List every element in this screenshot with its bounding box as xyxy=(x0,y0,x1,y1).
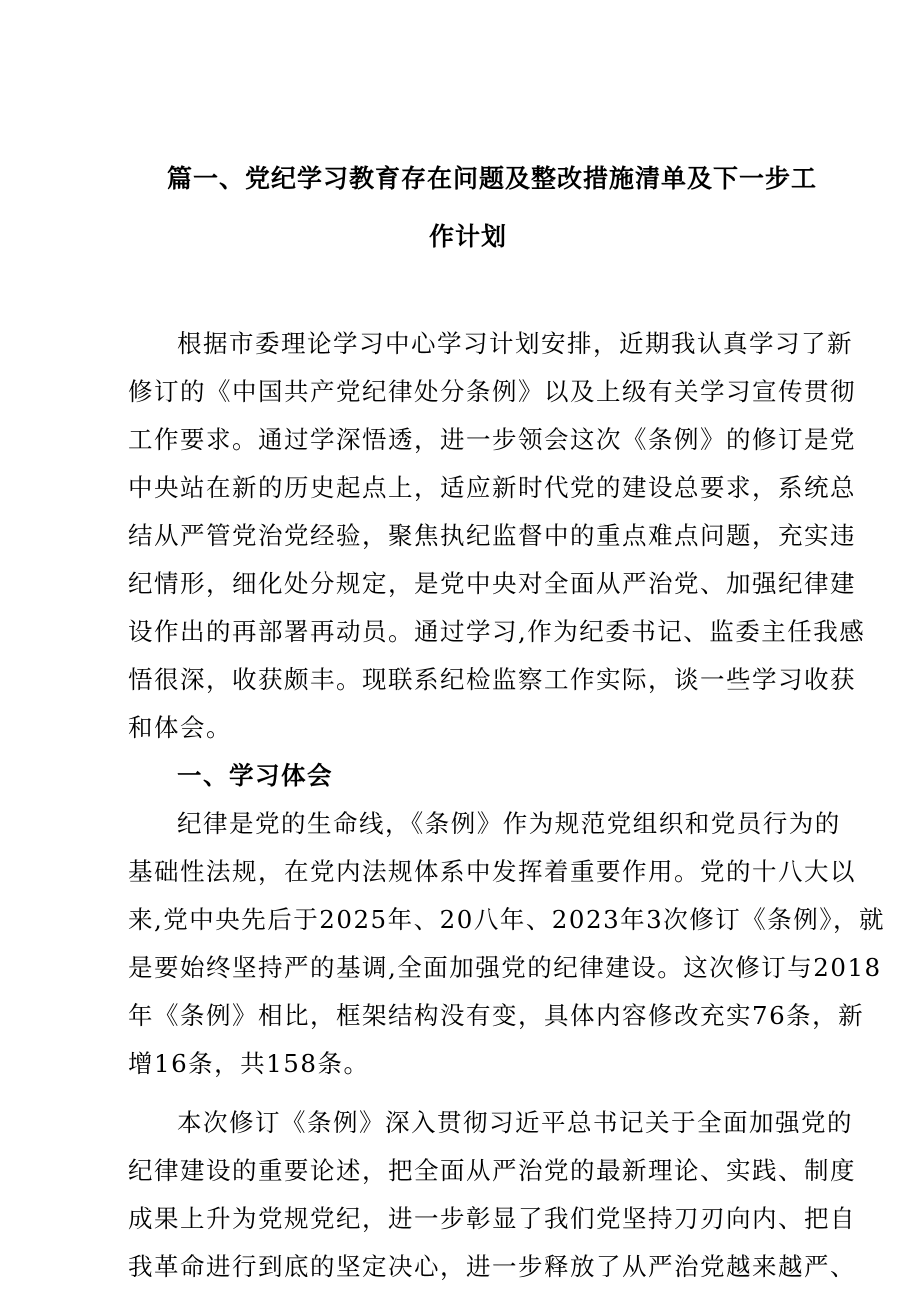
paragraph-1-line-3: 工作要求。通过学深悟透，进一步领会这次《条例》的修订是党 xyxy=(128,425,856,454)
paragraph-2-line-5: 年《条例》相比，框架结构没有变，具体内容修改充实76条，新 xyxy=(128,1001,865,1030)
paragraph-3-line-4: 我革命进行到底的坚定决心，进一步释放了从严治党越来越严、 xyxy=(128,1252,856,1281)
paragraph-1-line-5: 结从严管党治党经验，聚焦执纪监督中的重点难点问题，充实违 xyxy=(128,521,856,550)
paragraph-1-line-8: 悟很深，收获颇丰。现联系纪检监察工作实际，谈一些学习收获 xyxy=(128,665,856,694)
document-title-line-2: 作计划 xyxy=(429,222,508,251)
paragraph-2-line-6: 增16条，共158条。 xyxy=(128,1049,370,1078)
paragraph-1-line-9: 和体会。 xyxy=(128,713,232,742)
paragraph-2-line-1: 纪律是党的生命线，《条例》作为规范党组织和党员行为的 xyxy=(177,809,841,838)
paragraph-1-line-6: 纪情形，细化处分规定，是党中央对全面从严治党、加强纪律建 xyxy=(128,569,856,598)
paragraph-1-line-4: 中央站在新的历史起点上，适应新时代党的建设总要求，系统总 xyxy=(128,473,856,502)
paragraph-2-line-2: 基础性法规，在党内法规体系中发挥着重要作用。党的十八大以 xyxy=(128,857,856,886)
document-title-line-1: 篇一、党纪学习教育存在问题及整改措施清单及下一步工 xyxy=(167,164,818,193)
paragraph-1-line-1: 根据市委理论学习中心学习计划安排，近期我认真学习了新 xyxy=(177,329,853,358)
paragraph-3-line-1: 本次修订《条例》深入贯彻习近平总书记关于全面加强党的 xyxy=(177,1108,853,1137)
paragraph-2-line-4: 是要始终坚持严的基调,全面加强党的纪律建设。这次修订与2018 xyxy=(128,953,882,982)
paragraph-2-line-3: 来,党中央先后于2025年、20八年、2023年3次修订《条例》，就 xyxy=(128,905,885,934)
paragraph-3-line-2: 纪律建设的重要论述，把全面从严治党的最新理论、实践、制度 xyxy=(128,1156,856,1185)
section-heading: 一、学习体会 xyxy=(177,761,333,790)
paragraph-3-line-3: 成果上升为党规党纪，进一步彰显了我们党坚持刀刃向内、把自 xyxy=(128,1204,856,1233)
paragraph-1-line-2: 修订的《中国共产党纪律处分条例》以及上级有关学习宣传贯彻 xyxy=(128,377,856,406)
paragraph-1-line-7: 设作出的再部署再动员。通过学习,作为纪委书记、监委主任我感 xyxy=(128,617,866,646)
